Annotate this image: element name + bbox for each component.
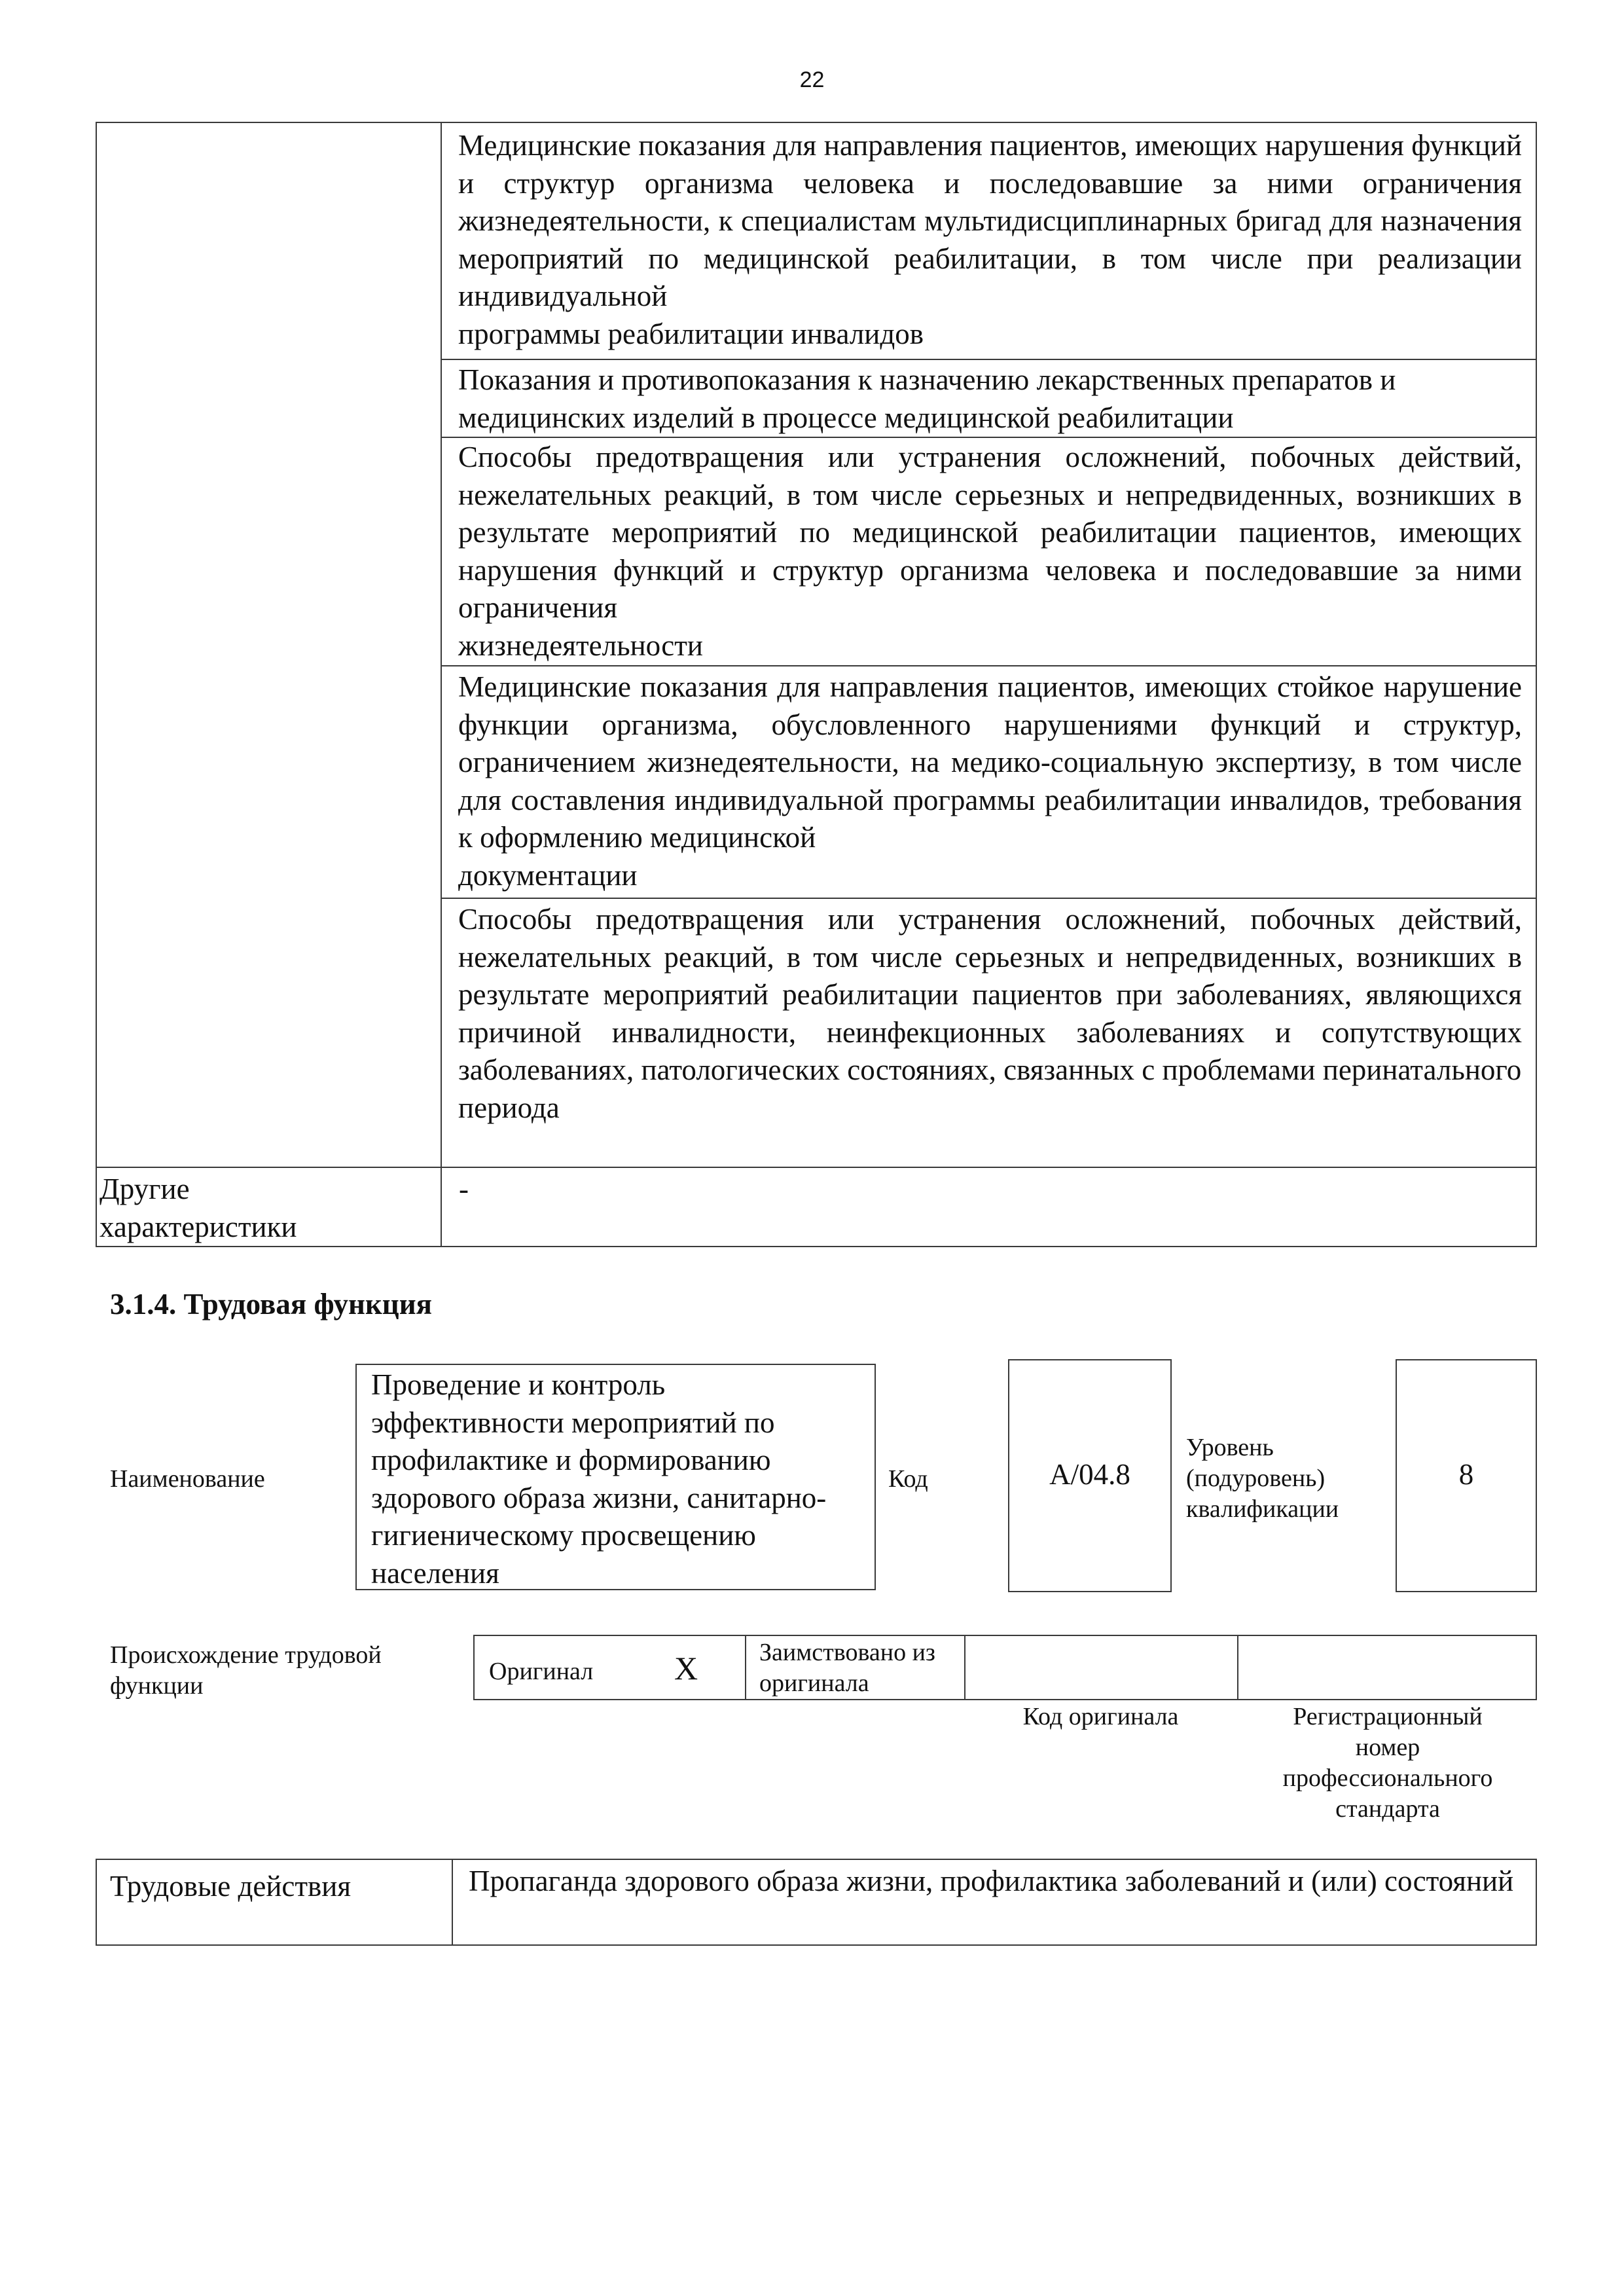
origin-divider xyxy=(964,1635,965,1700)
knowledge-text: Медицинские показания для направления пациентов, имеющих стойкое нарушение функции организма, обусловленного нарушениями функций и структур, ограничением жизнедеятельности, на медико-социальную экспертизу, в том числе для составления индивидуальной программы реабилитации инвалидов, требования к оформлению медицинской xyxy=(458,670,1522,854)
page-number: 22 xyxy=(799,67,825,92)
row-divider xyxy=(441,437,1537,438)
name-label: Наименование xyxy=(110,1465,265,1493)
knowledge-text: Способы предотвращения или устранения осложнений, побочных действий, нежелательных реакций, в том числе серьезных и непредвиденных, возникших в результате мероприятий реабилитации пациентов при заболеваниях, являющихся причиной инвалидности, неинфекционных заболеваниях и сопутствующих заболеваниях, патологических состояниях, связанных с проблемами перинатального xyxy=(458,903,1522,1086)
knowledge-text: Способы предотвращения или устранения осложнений, побочных действий, нежелательных реакций, в том числе серьезных и непредвиденных, возникших в результате мероприятий по медицинской реабилитации пациентов, имеющих нарушения функций и структур организма человека и последовавшие за ними ограничения xyxy=(458,441,1522,624)
labor-actions-label: Трудовые действия xyxy=(110,1870,352,1903)
table-top-border xyxy=(96,122,1537,123)
code-box xyxy=(1008,1359,1172,1592)
table-left-border xyxy=(96,122,97,1247)
reg-number-caption: Регистрационный номер профессионального стандарта xyxy=(1282,1703,1493,1823)
origin-label: Происхождение трудовой функции xyxy=(110,1641,382,1700)
table-row xyxy=(441,668,1537,897)
knowledge-text-end: программы реабилитации инвалидов xyxy=(458,317,924,350)
table-row xyxy=(441,361,1537,436)
code-label: Код xyxy=(888,1465,928,1493)
table-row xyxy=(441,439,1537,665)
level-box xyxy=(1396,1359,1537,1592)
level-label: Уровень (подуровень) квалификации xyxy=(1186,1434,1339,1523)
other-characteristics-label: Другие характеристики xyxy=(99,1173,297,1243)
origin-divider xyxy=(745,1635,746,1700)
knowledge-text: Показания и противопоказания к назначению лекарственных препаратов и xyxy=(458,363,1396,396)
table-row xyxy=(441,127,1537,357)
code-value: А/04.8 xyxy=(1049,1458,1130,1491)
other-characteristics-value: - xyxy=(459,1173,469,1205)
knowledge-text-end: документации xyxy=(458,858,638,892)
row-divider xyxy=(441,665,1537,666)
function-name-value: Проведение и контроль эффективности мероприятий по профилактике и формированию здорового образа жизни, санитарно-гигиеническому просвещению населения xyxy=(371,1368,827,1590)
original-label: Оригинал xyxy=(489,1658,594,1685)
row-divider xyxy=(441,898,1537,899)
table-bottom-border xyxy=(96,1246,1537,1247)
function-name-box xyxy=(355,1364,876,1590)
code-original-caption: Код оригинала xyxy=(1022,1703,1179,1730)
row-divider xyxy=(441,359,1537,360)
row-divider xyxy=(96,1167,1537,1168)
section-title: 3.1.4. Трудовая функция xyxy=(110,1288,433,1321)
labor-actions-value: Пропаганда здорового образа жизни, профилактика заболеваний и (или) состояний xyxy=(469,1865,1514,1897)
knowledge-text-end: жизнедеятельности xyxy=(458,629,704,662)
knowledge-text: Медицинские показания для направления пациентов, имеющих нарушения функций и структур организма человека и последовавшие за ними ограничения жизнедеятельности, к специалистам мультидисциплинарных бригад для назначения мероприятий по медицинской реабилитации, в том числе при реализации индивидуальной xyxy=(458,129,1522,312)
level-value: 8 xyxy=(1458,1458,1474,1491)
labor-actions-divider xyxy=(452,1859,453,1946)
original-mark: X xyxy=(674,1650,698,1686)
table-row xyxy=(441,901,1537,1166)
knowledge-text-end: периода xyxy=(458,1091,560,1124)
origin-table xyxy=(473,1635,1537,1700)
borrowed-label: Заимствовано из оригинала xyxy=(759,1639,935,1697)
knowledge-text-end: медицинских изделий в процессе медицинской реабилитации xyxy=(458,401,1234,434)
origin-divider xyxy=(1237,1635,1238,1700)
